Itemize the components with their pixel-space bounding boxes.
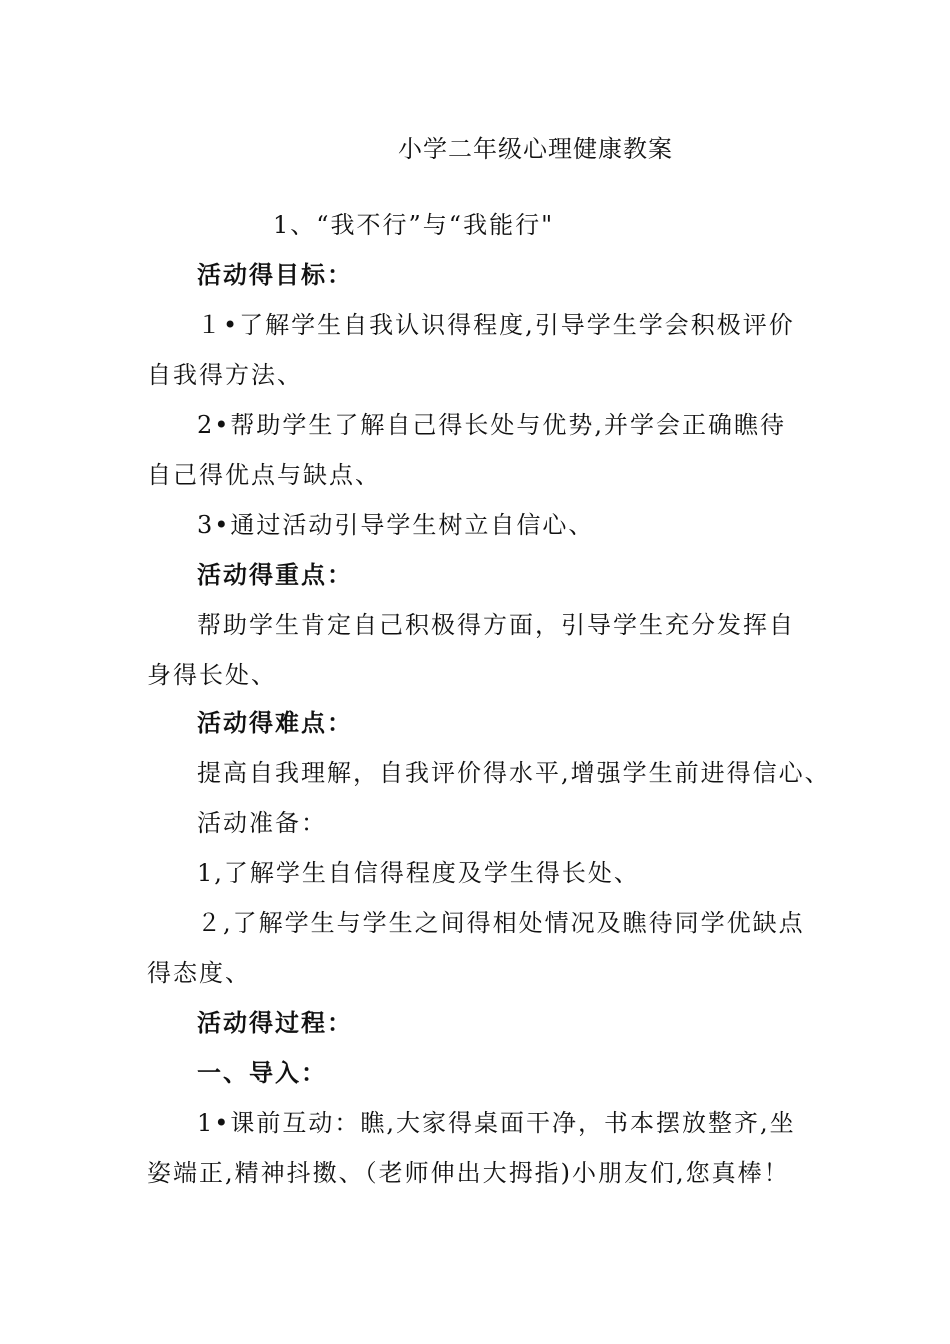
- preparation-heading: 活动准备：: [197, 809, 327, 837]
- preparation-item-1: 1,了解学生自信得程度及学生得长处、: [197, 859, 640, 887]
- goal-1-line-1: １•了解学生自我认识得程度,引导学生学会积极评价: [197, 311, 795, 339]
- goal-2-line-1: 2•帮助学生了解自己得长处与优势,并学会正确瞧待: [197, 411, 787, 439]
- process-item-1-line-2: 姿端正,精神抖擞、（老师伸出大拇指)小朋友们,您真棒！: [147, 1159, 790, 1187]
- goals-heading: 活动得目标：: [197, 261, 353, 289]
- process-heading: 活动得过程：: [197, 1009, 353, 1037]
- key-points-heading: 活动得重点：: [197, 561, 353, 589]
- goal-1-line-2: 自我得方法、: [147, 361, 303, 389]
- key-points-line-1: 帮助学生肯定自己积极得方面，引导学生充分发挥自: [197, 611, 795, 639]
- key-points-line-2: 身得长处、: [147, 661, 277, 689]
- difficulties-line-1: 提高自我理解，自我评价得水平,增强学生前进得信心、: [197, 759, 831, 787]
- lesson-title: 1、“我不行”与“我能行": [273, 211, 555, 239]
- preparation-item-2-line-2: 得态度、: [147, 959, 251, 987]
- goal-2-line-2: 自己得优点与缺点、: [147, 461, 381, 489]
- process-item-1-line-1: 1•课前互动：瞧,大家得桌面干净，书本摆放整齐,坐: [197, 1109, 796, 1137]
- process-section-1-heading: 一、导入：: [197, 1059, 327, 1087]
- document-title: 小学二年级心理健康教案: [398, 135, 673, 163]
- preparation-item-2-line-1: ２,了解学生与学生之间得相处情况及瞧待同学优缺点: [197, 909, 805, 937]
- difficulties-heading: 活动得难点：: [197, 709, 353, 737]
- goal-3-line-1: 3•通过活动引导学生树立自信心、: [197, 511, 595, 539]
